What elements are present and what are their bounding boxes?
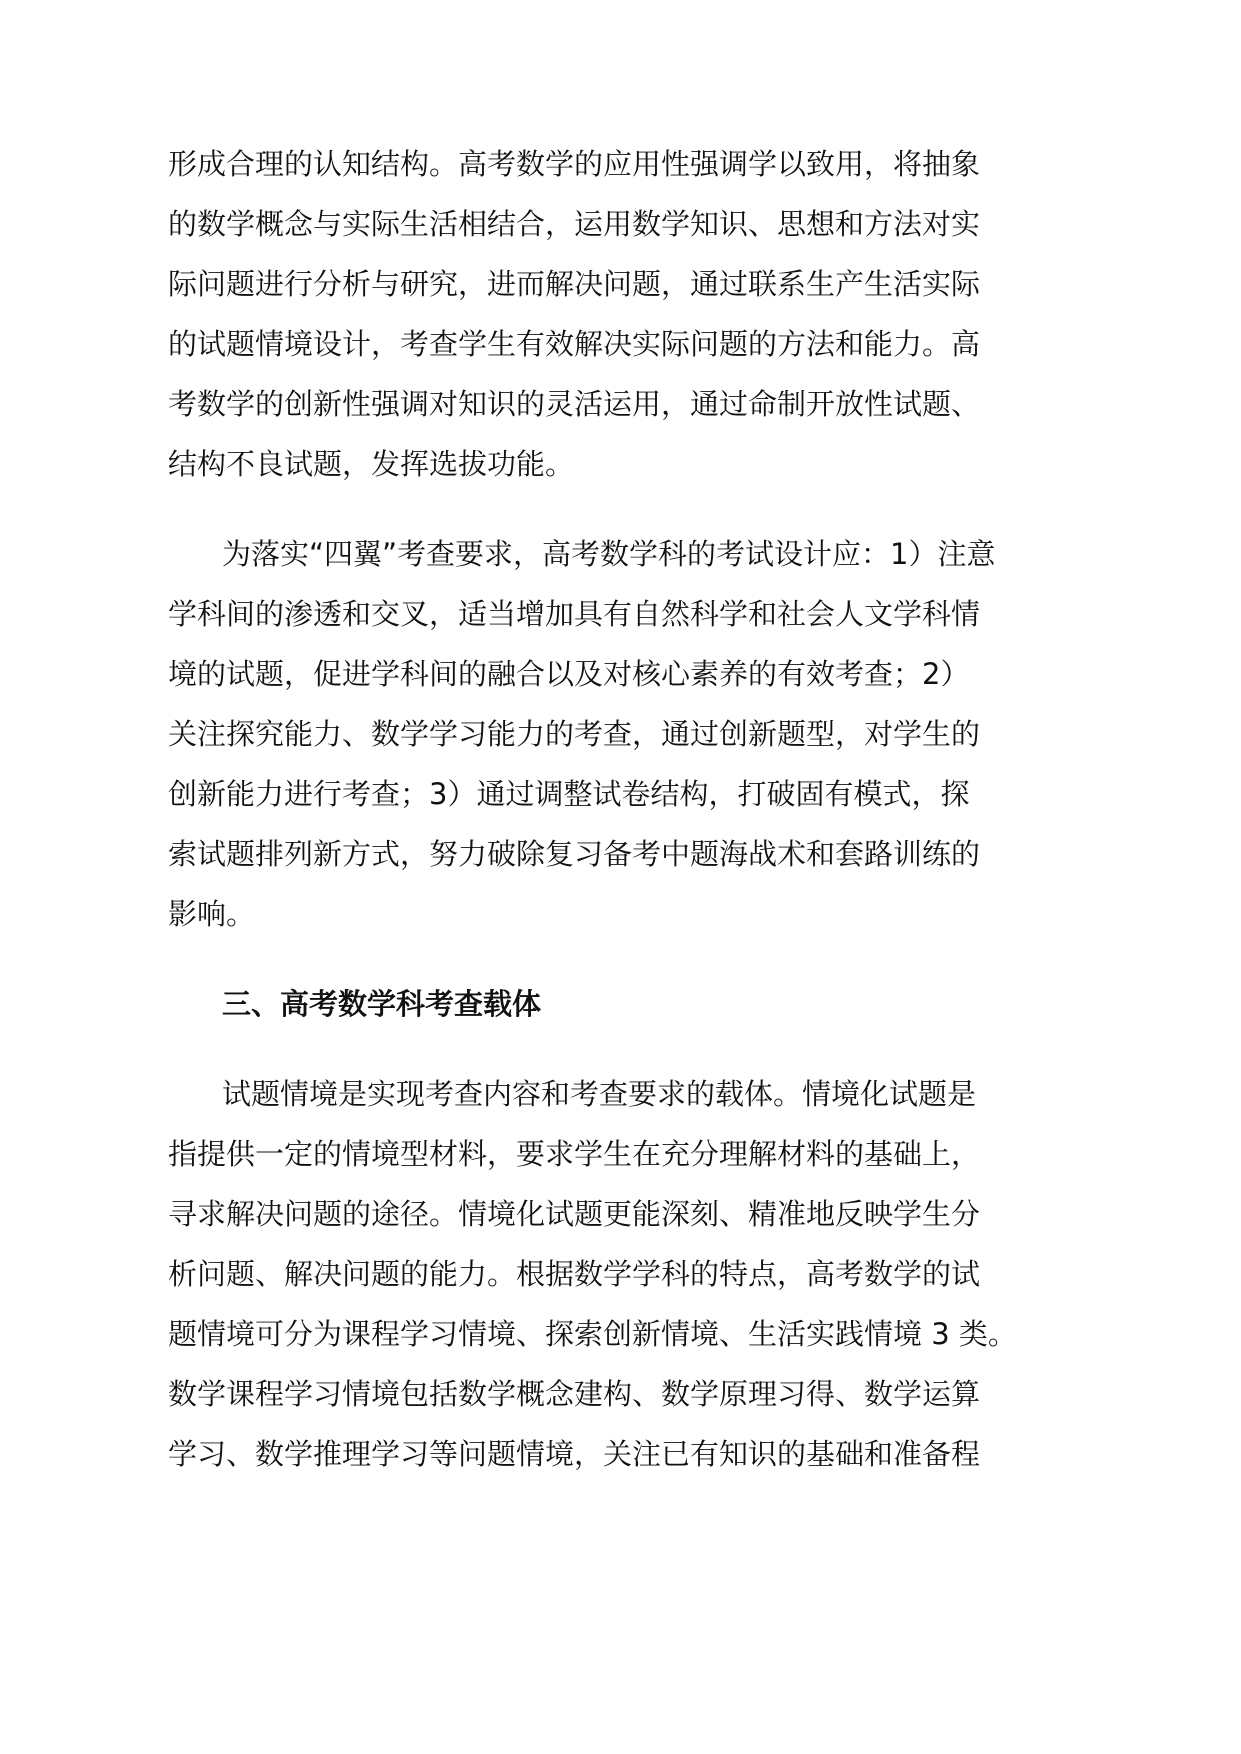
- paragraph-line: 指提供一定的情境型材料，要求学生在充分理解材料的基础上，: [168, 1137, 981, 1171]
- paragraph-line: 关注探究能力、数学学习能力的考查，通过创新题型，对学生的: [168, 717, 981, 751]
- paragraph-line: 学习、数学推理学习等问题情境，关注已有知识的基础和准备程: [168, 1437, 981, 1471]
- paragraph-line: 数学课程学习情境包括数学概念建构、数学原理习得、数学运算: [168, 1377, 981, 1411]
- paragraph-line: 试题情境是实现考查内容和考查要求的载体。情境化试题是: [222, 1077, 977, 1111]
- paragraph-line: 的试题情境设计，考查学生有效解决实际问题的方法和能力。高: [168, 327, 981, 361]
- paragraph-line: 际问题进行分析与研究，进而解决问题，通过联系生产生活实际: [168, 267, 981, 301]
- paragraph-line: 境的试题，促进学科间的融合以及对核心素养的有效考查；2）: [168, 657, 970, 691]
- paragraph-line: 题情境可分为课程学习情境、探索创新情境、生活实践情境 3 类。: [168, 1317, 1017, 1351]
- paragraph-line: 寻求解决问题的途径。情境化试题更能深刻、精准地反映学生分: [168, 1197, 981, 1231]
- paragraph-line: 学科间的渗透和交叉，适当增加具有自然科学和社会人文学科情: [168, 597, 981, 631]
- paragraph-line: 考数学的创新性强调对知识的灵活运用，通过命制开放性试题、: [168, 387, 981, 421]
- paragraph-line: 影响。: [168, 897, 256, 931]
- paragraph-line: 的数学概念与实际生活相结合，运用数学知识、思想和方法对实: [168, 207, 981, 241]
- paragraph-line: 析问题、解决问题的能力。根据数学学科的特点，高考数学的试: [168, 1257, 981, 1291]
- paragraph-line: 为落实“四翼”考查要求，高考数学科的考试设计应：1）注意: [222, 537, 996, 571]
- paragraph-line: 结构不良试题，发挥选拔功能。: [168, 447, 575, 481]
- paragraph-line: 索试题排列新方式，努力破除复习备考中题海战术和套路训练的: [168, 837, 981, 871]
- paragraph-line: 创新能力进行考查；3）通过调整试卷结构，打破固有模式，探: [168, 777, 970, 811]
- section-heading: 三、高考数学科考查载体: [222, 987, 542, 1021]
- paragraph-line: 形成合理的认知结构。高考数学的应用性强调学以致用，将抽象: [168, 147, 981, 181]
